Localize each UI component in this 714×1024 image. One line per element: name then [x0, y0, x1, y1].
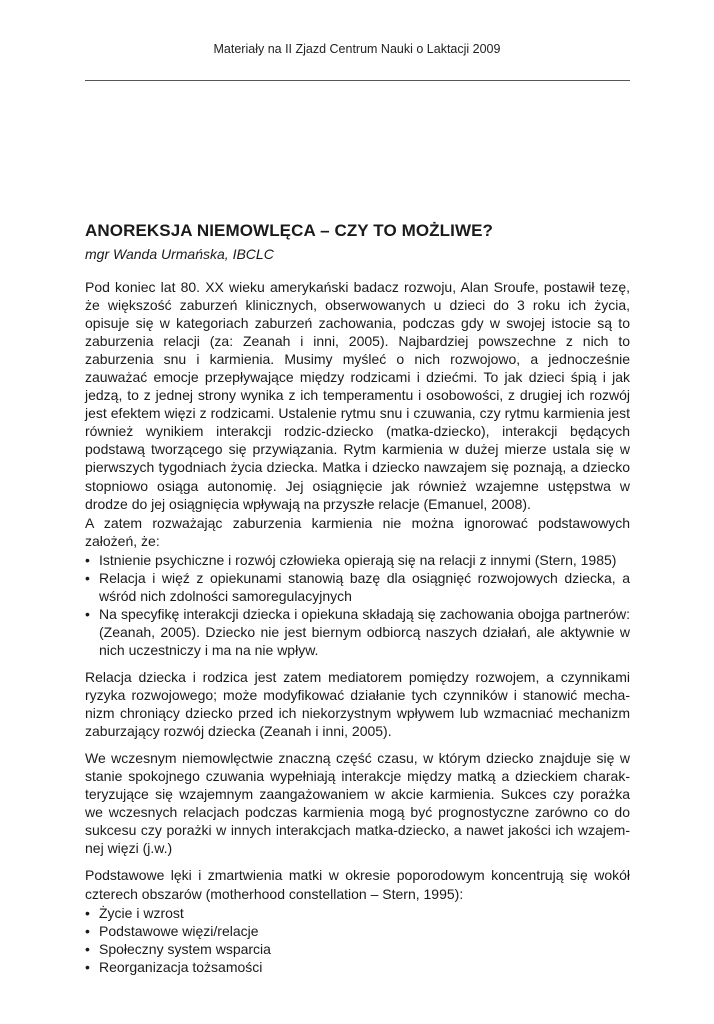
list-item — [85, 958, 630, 976]
header-divider — [85, 80, 630, 81]
paragraph-mother-concerns: Podstawowe lęki i zmartwienia matki w okresie poporodowym koncentrują się wokół czterech obszarów (motherhood constellation – Stern, 1995): — [85, 867, 630, 902]
bullet-icon: • — [85, 605, 90, 622]
bullet-icon: • — [85, 940, 90, 957]
article-body — [85, 220, 630, 985]
list-item — [85, 605, 630, 659]
list-item — [85, 922, 630, 940]
list-item — [85, 551, 630, 569]
list-item-text: Reorganizacja tożsamości — [99, 958, 263, 975]
paragraph-early-infancy: We wczesnym niemowlęctwie znaczną część czasu, w którym dziecko znajduje się w stanie spokojnego czuwania wypełniają interakcje między matką a dzieckiem charakteryzujące się wzajemnym zaangażowaniem w akcie karmienia. Sukces czy porażka we wczesnych relacjach podczas karmienia mogą być prognostyczne zarówno co do sukcesu czy porażki w innych interakcjach matka-dziecko, a nawet jakości ich wzajemnej więzi (j.w.) — [85, 750, 630, 857]
paragraph-relation-mediator: Relacja dziecka i rodzica jest zatem mediatorem pomiędzy rozwojem, a czynnikami ryzyka rozwojowego; może modyfikować działanie tych czynników i stanowić mechanizm chroniący dziecko przed ich niekorzystnym wpływem lub wzmacniać mechanizm zaburzający rozwój dziecka (Zeanah i inni, 2005). — [85, 668, 630, 740]
concern-areas-list — [85, 904, 630, 976]
list-item-text: Życie i wzrost — [99, 904, 184, 921]
bullet-icon: • — [85, 922, 90, 939]
list-item — [85, 569, 630, 605]
list-item-text: Relacja i więź z opiekunami stanowią bazę dla osiągnięć rozwojowych dziecka, a wśród nich zdolności samoregulacyjnych — [99, 569, 630, 604]
list-item-text: Istnienie psychiczne i rozwój człowieka opierają się na relacji z innymi (Stern, 1985) — [99, 551, 617, 568]
list-item — [85, 904, 630, 922]
list-item-text: Podstawowe więzi/relacje — [99, 922, 259, 939]
running-header: Materiały na II Zjazd Centrum Nauki o Laktacji 2009 — [213, 42, 501, 56]
article-author: mgr Wanda Urmańska, IBCLC — [85, 246, 274, 262]
article-title: ANOREKSJA NIEMOWLĘCA – CZY TO MOŻLIWE? — [85, 221, 494, 240]
bullet-icon: • — [85, 551, 90, 568]
list-item-text: Na specyfikę interakcji dziecka i opiekuna składają się zachowania obojga partnerów: (Zeanah, 2005). Dziecko nie jest biernym odbiorcą naszych działań, ale aktywnie w nich uczestniczy i ma na nie wpływ. — [99, 605, 630, 658]
bullet-icon: • — [85, 904, 90, 921]
bullet-icon: • — [85, 569, 90, 586]
paragraph-assumptions-lead: A zatem rozważając zaburzenia karmienia nie można ignorować podstawowych założeń, że: — [85, 514, 630, 549]
assumptions-list — [85, 551, 630, 659]
bullet-icon: • — [85, 958, 90, 975]
list-item — [85, 940, 630, 958]
paragraph-intro: Pod koniec lat 80. XX wieku amerykański badacz rozwoju, Alan Sroufe, postawił tezę, że większość zaburzeń klinicznych, obserwowanych u dzieci do 3 roku ich życia, opisuje się w kategoriach zaburzeń zachowania, podczas gdy w swojej istocie są to zaburzenia relacji (za: Zeanah i inni, 2005). Najbardziej powszechne z nich to zaburzenia snu i karmienia. Musimy myśleć o nich rozwojowo, a jednocześnie zauważać emocje przepływające między rodzicami i dziećmi. To jak dzieci śpią i jak jedzą, to z jednej strony wynika z ich temperamentu i osobowości, z drugiej ich rozwój jest efektem więzi z rodzicami. Ustalenie rytmu snu i czuwania, czy rytmu karmienia jest również wynikiem interakcji rodzic-dziecko (matka-dziecko), interakcji będących podstawą tworzącego się przywiązania. Rytm karmienia w dużej mierze ustala się w pierwszych tygodniach życia dziecka. Matka i dziecko nawzajem się poznają, a dziecko stopniowo osiąga autonomię. Jej osiągnięcie jak również wzajemne ustępstwa w drodze do jej osiągnięcia wpływają na przyszłe relacje (Emanuel, 2008). — [85, 279, 630, 512]
list-item-text: Społeczny system wsparcia — [99, 940, 271, 957]
